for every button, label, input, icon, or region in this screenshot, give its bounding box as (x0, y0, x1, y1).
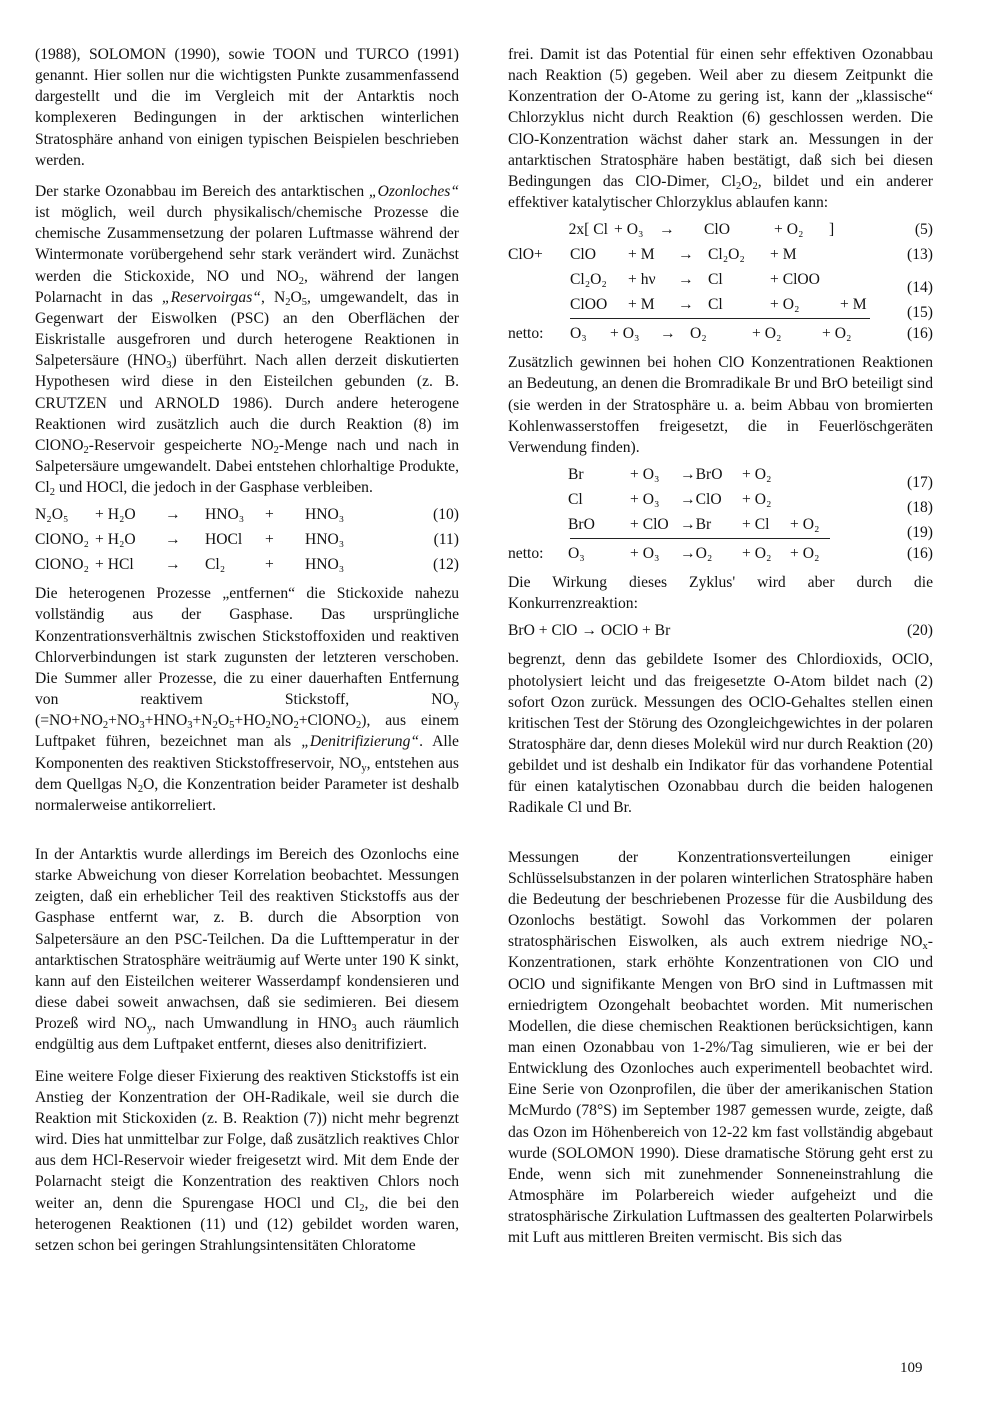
right-column (508, 44, 933, 1249)
equation-block-20 (508, 618, 933, 643)
paragraph: Die Wirkung dieses Zyklus' wird aber durch die Konkurrenzreaktion: (508, 574, 933, 613)
equation-18: Cl + O₃ →ClO + O₂ (18) (568, 491, 933, 517)
chlorine-cycle-equations (508, 217, 933, 346)
equation-12: ClONO₂ + HCl → Cl₂ + HNO₃ (12) (35, 556, 459, 574)
equation-20: BrO + ClO → OClO + Br (20) (508, 622, 933, 640)
equation-block-10-12 (35, 502, 459, 577)
equation-19: BrO + ClO →Br + Cl + O₂ (19) (568, 516, 933, 542)
paragraph: Zusätzlich gewinnen bei hohen ClO Konzentrationen Reaktionen an Bedeutung, an denen die Bromradikale Br und BrO beteiligt sind (sie werden in der Stratosphäre u. a. beim Abbau von bromierten Kohlenwasserstoffen freigesetzt, die in Feuerlöschgeräten Verwendung finden). (508, 354, 933, 456)
paragraph: frei. Damit ist das Potential für einen sehr effektiven Ozonabbau nach Reaktion (5) gegeben. Weil aber zu diesem Zeitpunkt die Konzentration der O-Atome zu gering ist, kann der „klassische“ Chlorzyklus nicht durch Reaktion (6) geschlossen werden. Die ClO-Konzentration wächst daher stark an. Messungen in der antarktischen Stratosphäre haben bestätigt, daß sich bei diesen Bedingungen das ClO-Dimer, $Cl_2O_2$, bildet und ein anderer effektiver katalytischer Chlorzyklus ablaufen kann: (508, 46, 933, 212)
left-column (35, 44, 459, 1256)
equation-17: Br + O₃ →BrO + O₂ (17) (568, 466, 933, 492)
equation-10: N₂O₅ + H₂O → HNO₃ + HNO₃ (10) (35, 506, 459, 524)
equation-14: Cl₂O₂ + hν → Cl + ClOO (14) (570, 271, 933, 297)
page-number: 109 (900, 1360, 923, 1376)
paragraph: Eine weitere Folge dieser Fixierung des reaktiven Stickstoffs ist ein Anstieg der Konzentration der OH-Radikale, weil sie durch die Reaktion mit Stickoxiden (z. B. Reaktion (7)) nicht mehr begrenzt wird. Dies hat unmittelbar zur Folge, daß zusätzlich reaktives Chlor aus dem HCl-Reservoir wieder freigesetzt wird. Mit dem Ende der Polarnacht steigt die Konzentration des reaktiven Chlors noch weiter an, denn die Spurengase HOCl und $Cl_2$, die bei den heterogenen Reaktionen (11) und (12) gebildet worden waren, setzen schon bei geringen Strahlungsintensitäten Chloratome (35, 1067, 459, 1254)
paragraph: Messungen der Konzentrationsverteilungen einiger Schlüsselsubstanzen in der polaren winterlichen Stratosphäre haben die Bedeutung der beschriebenen Prozesse für die Ausbildung des Ozonlochs bestätigt. Sowohl das Vorkommen der polaren stratosphärischen Eiswolken, als auch extrem niedrige $NO_x$-Konzentrationen, stark erhöhte Konzentrationen von ClO und OClO und signifikante Mengen von BrO sind in Luftmassen mit erniedrigtem Ozongehalt beobachtet worden. Mit numerischen Modellen, die diese chemischen Reaktionen berücksichtigen, kann man einen Ozonabbau von 1-2%/Tag simulieren, wie er bei der Entwicklung des Ozonloches auch experimentell beobachtet wird. Eine Serie von Ozonprofilen, die über der amerikanischen Station McMurdo (78°S) im September 1987 gemessen wurde, zeigte, daß das Ozon im Höhenbereich von 12-22 km fast vollständig abgebaut wurde (SOLOMON 1990). Diese dramatische Störung geht erst zu Ende, wenn sich mit zunehmender Sonneneinstrahlung die Atmosphäre im Polarbereich wieder aufgeheizt und die stratosphärische Zirkulation Luftmassen des gealterten Polarwirbels mit Luft aus mittleren Breiten vermischt. Bis sich das (508, 848, 933, 1247)
equation-11: ClONO₂ + H₂O → HOCl + HNO₃ (11) (35, 531, 459, 549)
paragraph: In der Antarktis wurde allerdings im Bereich des Ozonlochs eine starke Abweichung von dieser Korrelation beobachtet. Messungen zeigten, daß ein erheblicher Teil des reaktiven Stickstoffs aus der Gasphase entfernt war, z. B. durch die Absorption von Salpetersäure an den PSC-Teilchen. Da die Lufttemperatur in der antarktischen Stratosphäre weiträumig auf Werte unter 190 K sinkt, kann auf den Eisteilchen weiterer Wasserdampf kondensieren und diese dabei soweit anwachsen, daß sie sedimieren. Bei diesem Prozeß wird $NO_y$, nach Umwandlung in $HNO_3$ auch räumlich endgültig aus dem Luftpaket entfernt, dieses also denitrifiziert. (35, 846, 459, 1054)
paragraph: (1988), SOLOMON (1990), sowie TOON und TURCO (1991) genannt. Hier sollen nur die wichtigsten Punkte zusammenfassend dargestellt und die im Vergleich mit der Antarktis noch komplexeren Bedingungen in der arktischen winterlichen Stratosphäre anhand von einigen typischen Beispielen beschrieben werden. (35, 46, 459, 169)
sum-rule (570, 538, 830, 539)
equation-5: 2x[ Cl + O₃ → ClO + O₂ ] (5) (568, 221, 933, 239)
paragraph: Die heterogenen Prozesse „entfernen“ die Stickoxide nahezu vollständig aus der Gasphase. Das ursprüngliche Konzentrationsverhältnis zwischen Stickstoffoxiden und reaktiven Chlorverbindungen ist stark zugunsten der letzteren verschoben. Die Summer aller Prozesse, die zu einer dauerhaften Entfernung von reaktivem Stickstoff, $NO_y$ $(=NO+NO_2+NO_3+HNO_3+N_2O_5+HO_2NO_2+ClONO_2)$, aus einem Luftpaket führen, bezeichnet man als „Denitrifizierung“. Alle Komponenten des reaktiven Stickstoffreservoir, $NO_y$, entstehen aus dem Quellgas $N_2O$, die Konzentration beider Parameter ist deshalb normalerweise antikorreliert. (35, 585, 459, 814)
bromine-cycle-equations (508, 462, 933, 566)
sum-rule (570, 318, 870, 319)
equation-16-netto: netto: O₃ + O₃ →O₂ + O₂ + O₂ (16) (508, 545, 933, 563)
equation-16-netto: netto: O₃ + O₃ → O₂ + O₂ + O₂ (16) (508, 325, 933, 343)
paragraph: begrenzt, denn das gebildete Isomer des Chlordioxids, OClO, photolysiert leicht und das freigesetzte O-Atom bildet nach (2) sofort Ozon zurück. Messungen des OClO-Gehaltes stellen einen kritischen Test der Störung des Ozongleichgewichtes in der polaren Stratosphäre dar, denn dieses Molekül wird nur durch Reaktion (20) gebildet und ist deshalb ein Indikator für das vorhandene Potential für einen katalytischen Ozonabbau durch die beiden halogenen Radikale Cl und Br. (508, 651, 933, 817)
equation-15: ClOO + M → Cl + O₂ + M (15) (570, 296, 933, 322)
equation-13: ClO+ ClO + M → Cl₂O₂ + M (13) (508, 246, 933, 264)
paragraph: Der starke Ozonabbau im Bereich des antarktischen „Ozonloches“ ist möglich, weil durch physikalisch/chemische Prozesse die chemische Zusammensetzung der polaren Luftmasse während der Wintermonate vorübergehend sehr stark verändert wird. Zunächst werden die Stickoxide, NO und $NO_2$, während der langen Polarnacht in das „Reservoirgas“, $N_2O_5$, umgewandelt, das in Gegenwart der Eiswolken (PSC) an den Oberflächen der Eiskristalle ausgefroren und durch heterogene Reaktionen in Salpetersäure $(HNO_3)$ überführt. Nach allen derzeit diskutierten Hypothesen wird diese in den Eisteilchen gebunden (z. B. CRUTZEN und ARNOLD 1986). Durch andere heterogene Reaktionen wird zusätzlich auch die durch Reaktion (8) im ClONO$_2$-Reservoir gespeicherte $NO_2$-Menge nach und nach in Salpetersäure umgewandelt. Dabei entstehen chlorhaltige Produkte, $Cl_2$ und HOCl, die jedoch in der Gasphase verbleiben. (35, 182, 460, 499)
